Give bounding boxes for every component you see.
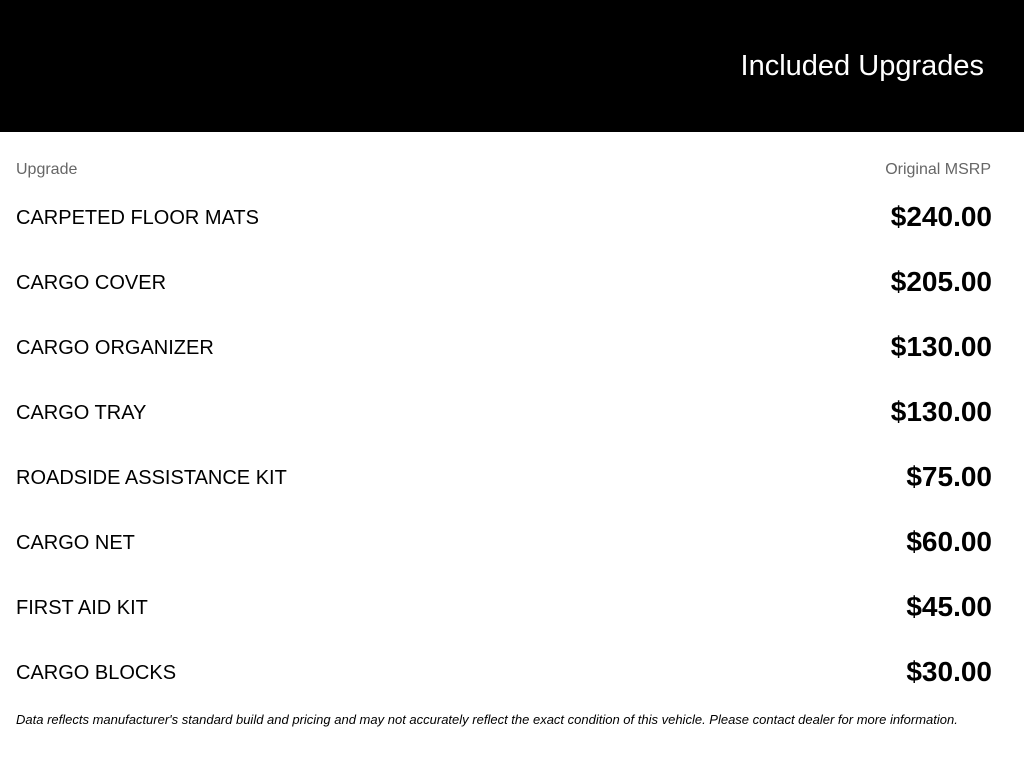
upgrade-price: $130.00 [890, 331, 992, 362]
upgrade-name: ROADSIDE ASSISTANCE KIT [16, 467, 287, 489]
upgrade-price: $60.00 [906, 526, 992, 557]
upgrades-list [16, 185, 992, 705]
upgrade-price: $45.00 [906, 591, 992, 622]
upgrade-price: $75.00 [906, 461, 992, 492]
upgrade-name: CARPETED FLOOR MATS [16, 207, 259, 229]
upgrade-name: CARGO COVER [16, 272, 167, 294]
column-header-upgrade: Upgrade [16, 161, 78, 178]
list-item [16, 640, 992, 705]
list-item [16, 380, 992, 445]
upgrade-name: CARGO BLOCKS [16, 662, 177, 684]
list-item [16, 250, 992, 315]
header-bar [0, 0, 1024, 132]
upgrade-price: $205.00 [890, 266, 992, 297]
upgrade-price: $240.00 [890, 201, 992, 232]
list-item [16, 510, 992, 575]
upgrade-name: FIRST AID KIT [16, 597, 148, 619]
upgrade-price: $30.00 [906, 656, 992, 687]
column-header-msrp: Original MSRP [885, 161, 991, 178]
upgrade-price: $130.00 [890, 396, 992, 427]
list-item [16, 445, 992, 510]
upgrade-name: CARGO ORGANIZER [16, 337, 214, 359]
page-title: Included Upgrades [740, 50, 984, 82]
list-item [16, 185, 992, 250]
upgrade-name: CARGO NET [16, 532, 135, 554]
upgrade-name: CARGO TRAY [16, 402, 147, 424]
list-item [16, 575, 992, 640]
list-item [16, 315, 992, 380]
disclaimer-text: Data reflects manufacturer's standard build and pricing and may not accurately reflect the exact condition of this vehicle. Please contact dealer for more information. [16, 712, 958, 727]
